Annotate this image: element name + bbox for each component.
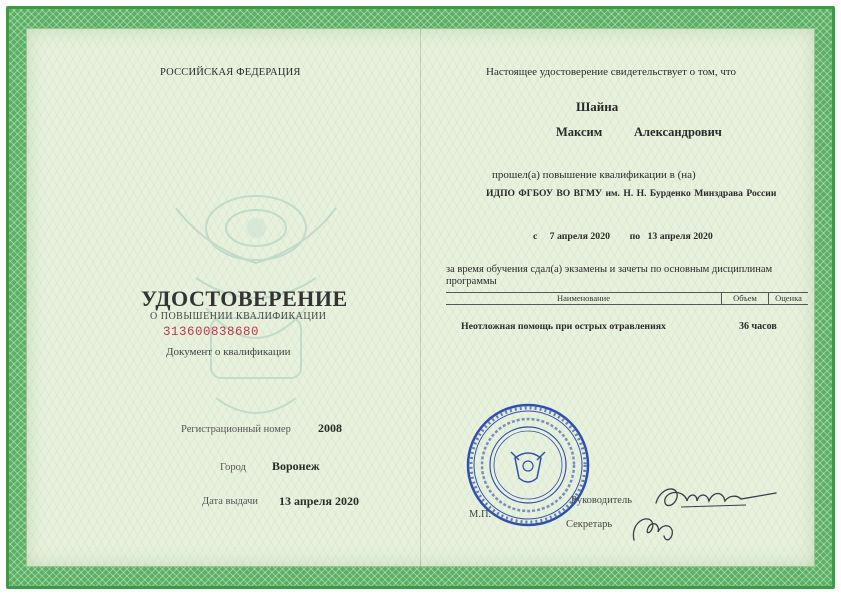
disciplines-table-header bbox=[446, 292, 808, 305]
stamp-place-label: М.П. bbox=[469, 509, 492, 520]
holder-surname: Шайна bbox=[576, 99, 619, 114]
institution-name: ИДПО ФГБОУ ВО ВГМУ им. Н. Н. Бурденко Минздрава России bbox=[486, 188, 777, 199]
center-fold bbox=[420, 28, 421, 567]
city-label: Город bbox=[220, 462, 246, 473]
training-period bbox=[533, 231, 713, 242]
column-grade-header: Оценка bbox=[775, 293, 802, 303]
serial-number: 313600838680 bbox=[163, 325, 260, 339]
head-signature-label: Руководитель bbox=[571, 495, 632, 506]
from-date: 7 апреля 2020 bbox=[549, 231, 611, 242]
certificate-sheet bbox=[6, 6, 835, 589]
table-row-course-volume: 36 часов bbox=[739, 321, 777, 332]
certification-intro: Настоящее удостоверение свидетельствует о том, что bbox=[486, 66, 737, 78]
table-row-course-name: Неотложная помощь при острых отравлениях bbox=[461, 321, 666, 332]
holder-first-name: Максим bbox=[556, 125, 603, 139]
issue-date-label: Дата выдачи bbox=[202, 496, 259, 507]
column-volume-header: Объем bbox=[722, 293, 769, 304]
document-title: УДОСТОВЕРЕНИЕ bbox=[141, 286, 348, 311]
column-name-header: Наименование bbox=[446, 293, 722, 304]
certificate-body bbox=[26, 28, 815, 567]
city-value: Воронеж bbox=[272, 459, 320, 473]
from-prefix: с bbox=[533, 231, 538, 242]
issue-date: 13 апреля 2020 bbox=[279, 494, 359, 508]
country-name: РОССИЙСКАЯ ФЕДЕРАЦИЯ bbox=[160, 67, 301, 78]
secretary-signature-label: Секретарь bbox=[566, 519, 613, 530]
to-prefix: по bbox=[629, 231, 641, 242]
secretary-signature bbox=[626, 510, 696, 548]
exam-statement: за время обучения сдал(а) экзамены и зачеты по основным дисциплинам программы bbox=[446, 264, 773, 287]
document-subtitle: О ПОВЫШЕНИИ КВАЛИФИКАЦИИ bbox=[150, 311, 327, 322]
document-type: Документ о квалификации bbox=[166, 346, 291, 358]
training-statement: прошел(а) повышение квалификации в (на) bbox=[492, 169, 696, 181]
holder-patronymic: Александрович bbox=[634, 125, 722, 139]
to-date: 13 апреля 2020 bbox=[647, 231, 713, 242]
registration-number: 2008 bbox=[318, 421, 342, 435]
registration-label: Регистрационный номер bbox=[181, 424, 291, 435]
